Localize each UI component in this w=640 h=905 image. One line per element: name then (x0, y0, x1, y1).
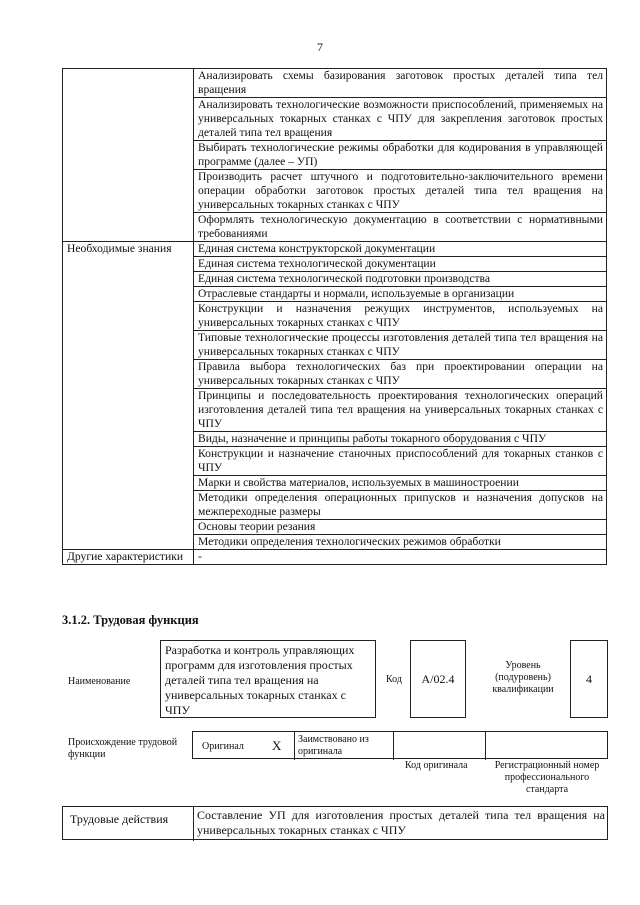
skill-item: Оформлять технологическую документацию в соответствии с нормативными требованиями (194, 213, 607, 242)
original-code-label: Код оригинала (405, 760, 468, 771)
origin-label: Происхождение трудовой функции (68, 737, 178, 760)
knowledge-item: Единая система технологической подготовки производства (194, 272, 607, 287)
level-value: 4 (570, 640, 608, 718)
knowledge-item: Виды, назначение и принципы работы токарного оборудования с ЧПУ (194, 432, 607, 447)
code-label: Код (386, 674, 402, 685)
divider (294, 732, 295, 760)
labor-actions-label: Трудовые действия (70, 812, 169, 826)
original-label: Оригинал (202, 741, 244, 752)
knowledge-item: Основы теории резания (194, 520, 607, 535)
level-label: Уровень (подуровень) квалификации (492, 660, 554, 695)
borrowed-label: Заимствовано из оригинала (298, 734, 369, 757)
knowledge-item: Типовые технологические процессы изготовления деталей типа тел вращения на универсальных токарных станках с ЧПУ (194, 331, 607, 360)
divider (485, 732, 486, 760)
other-value: - (194, 550, 607, 565)
table-row (63, 69, 607, 98)
knowledge-label: Необходимые знания (63, 242, 194, 550)
knowledge-item: Марки и свойства материалов, используемых в машиностроении (194, 476, 607, 491)
table-row (63, 242, 607, 257)
skill-item: Анализировать схемы базирования заготовок простых деталей типа тел вращения (194, 69, 607, 98)
skill-item: Производить расчет штучного и подготовительно-заключительного времени операции обработки заготовок простых деталей типа тел вращения на универсальных токарных станках с ЧПУ (194, 170, 607, 213)
other-label: Другие характеристики (63, 550, 194, 565)
knowledge-item: Единая система конструкторской документации (194, 242, 607, 257)
labor-actions-value: Составление УП для изготовления простых деталей типа тел вращения на универсальных токарных станках с ЧПУ (197, 808, 605, 837)
skill-item: Анализировать технологические возможности приспособлений, применяемых на универсальных токарных станках с ЧПУ для закрепления заготовок простых деталей типа тел вращения (194, 98, 607, 141)
knowledge-item: Методики определения операционных припусков и назначения допусков на межпереходные размеры (194, 491, 607, 520)
skills-table (62, 68, 607, 565)
knowledge-item: Единая система технологической документации (194, 257, 607, 272)
table-row (63, 550, 607, 565)
origin-row (192, 731, 608, 759)
knowledge-item: Конструкции и назначение станочных приспособлений для токарных станков с ЧПУ (194, 447, 607, 476)
reg-number-label: Регистрационный номер профессионального стандарта (494, 760, 600, 795)
divider (393, 732, 394, 760)
skill-item: Выбирать технологические режимы обработки для кодирования в управляющей программе (далее – УП) (194, 141, 607, 170)
knowledge-item: Методики определения технологических режимов обработки (194, 535, 607, 550)
divider (193, 807, 194, 841)
name-label: Наименование (68, 676, 131, 687)
knowledge-item: Отраслевые стандарты и нормали, используемые в организации (194, 287, 607, 302)
knowledge-item: Конструкции и назначения режущих инструментов, используемых на универсальных токарных станках с ЧПУ (194, 302, 607, 331)
original-mark: X (272, 738, 282, 753)
row-label-empty (63, 69, 194, 242)
function-name-box: Разработка и контроль управляющих программ для изготовления простых деталей типа тел вращения на универсальных токарных станках с ЧПУ (160, 640, 376, 718)
code-value: А/02.4 (410, 640, 466, 718)
knowledge-item: Принципы и последовательность проектирования технологических операций изготовления деталей типа тел вращения на универсальных токарных станках с ЧПУ (194, 389, 607, 432)
page-number: 7 (317, 40, 323, 54)
knowledge-item: Правила выбора технологических баз при проектировании операции на универсальных токарных станках с ЧПУ (194, 360, 607, 389)
section-heading: 3.1.2. Трудовая функция (62, 613, 199, 627)
